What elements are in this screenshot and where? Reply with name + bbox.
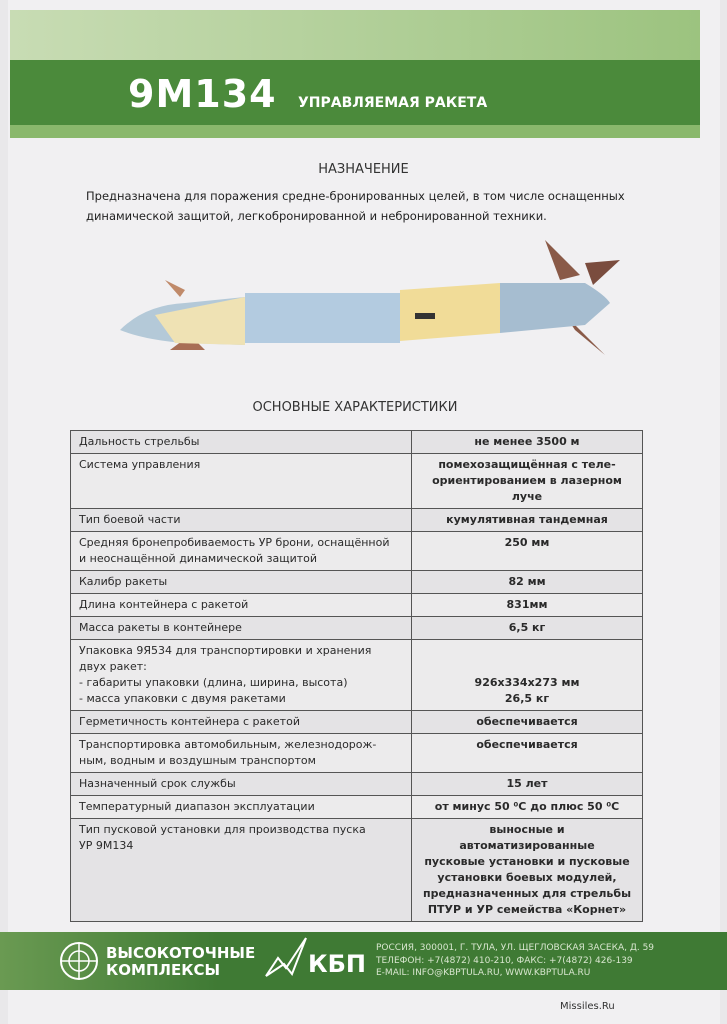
table-row — [71, 734, 643, 773]
spec-value: 82 мм — [412, 571, 643, 594]
spec-label: Транспортировка автомобильным, железнодорож- ным, водным и воздушным транспортом — [71, 734, 412, 773]
watermark: Missiles.Ru — [560, 1001, 615, 1012]
spec-value: от минус 50 ⁰C до плюс 50 ⁰C — [412, 796, 643, 819]
kbp-logo-icon — [262, 936, 308, 982]
contact-info: РОССИЯ, 300001, Г. ТУЛА, УЛ. ЩЕГЛОВСКАЯ ЗАСЕКА, Д. 59 ТЕЛЕФОН: +7(4872) 410-210, ФАКС: +7(4872) 426-139 E-MAIL: INFO@KBPTULA.RU, WWW.KBPTULA.RU — [376, 943, 655, 978]
specs-table — [70, 430, 643, 922]
spec-value: 926x334x273 мм 26,5 кг — [412, 640, 643, 711]
table-row — [71, 640, 643, 711]
page-subtitle: УПРАВЛЯЕМАЯ РАКЕТА — [298, 95, 488, 111]
missile-image — [115, 235, 625, 375]
table-row — [71, 773, 643, 796]
spec-value: выносные и автоматизированные пусковые установки и пусковые установки боевых модулей, предназначенных для стрельбы ПТУР и УР семейства «Корнет» — [412, 819, 643, 922]
spec-label: Упаковка 9Я534 для транспортировки и хранения двух ракет: - габариты упаковки (длина, ширина, высота) - масса упаковки с двумя ракетами — [71, 640, 412, 711]
table-row — [71, 711, 643, 734]
table-row — [71, 431, 643, 454]
page-title: 9М134 — [128, 72, 277, 116]
spec-label: Длина контейнера с ракетой — [71, 594, 412, 617]
table-row — [71, 594, 643, 617]
spec-label: Калибр ракеты — [71, 571, 412, 594]
spec-label: Масса ракеты в контейнере — [71, 617, 412, 640]
spec-label: Назначенный срок службы — [71, 773, 412, 796]
table-row — [71, 509, 643, 532]
spec-label: Тип боевой части — [71, 509, 412, 532]
spec-value: обеспечивается — [412, 711, 643, 734]
table-row — [71, 571, 643, 594]
spec-value: не менее 3500 м — [412, 431, 643, 454]
table-row — [71, 796, 643, 819]
header-banner — [10, 10, 700, 138]
spec-label: Тип пусковой установки для производства пуска УР 9М134 — [71, 819, 412, 922]
table-row — [71, 819, 643, 922]
purpose-heading: НАЗНАЧЕНИЕ — [318, 162, 409, 177]
spec-label: Дальность стрельбы — [71, 431, 412, 454]
spec-label: Система управления — [71, 454, 412, 509]
spec-label: Герметичность контейнера с ракетой — [71, 711, 412, 734]
spec-value: обеспечивается — [412, 734, 643, 773]
spec-value: 6,5 кг — [412, 617, 643, 640]
crosshair-logo-icon — [58, 940, 100, 982]
spec-value: 831мм — [412, 594, 643, 617]
spec-label: Температурный диапазон эксплуатации — [71, 796, 412, 819]
spec-value: кумулятивная тандемная — [412, 509, 643, 532]
kbp-logo-text: КБП — [308, 950, 366, 978]
table-row — [71, 617, 643, 640]
brand-name: ВЫСОКОТОЧНЫЕ КОМПЛЕКСЫ — [106, 944, 256, 979]
purpose-text: Предназначена для поражения средне-бронированных целей, в том числе оснащенных динамической защитой, легкобронированной и небронированной техники. — [86, 189, 625, 223]
spec-value: 250 мм — [412, 532, 643, 571]
spec-value: помехозащищённая с теле- ориентированием в лазерном луче — [412, 454, 643, 509]
table-row — [71, 454, 643, 509]
table-row — [71, 532, 643, 571]
spec-label: Средняя бронепробиваемость УР брони, оснащённой и неоснащённой динамической защитой — [71, 532, 412, 571]
spec-value: 15 лет — [412, 773, 643, 796]
specs-heading: ОСНОВНЫЕ ХАРАКТЕРИСТИКИ — [252, 400, 458, 415]
